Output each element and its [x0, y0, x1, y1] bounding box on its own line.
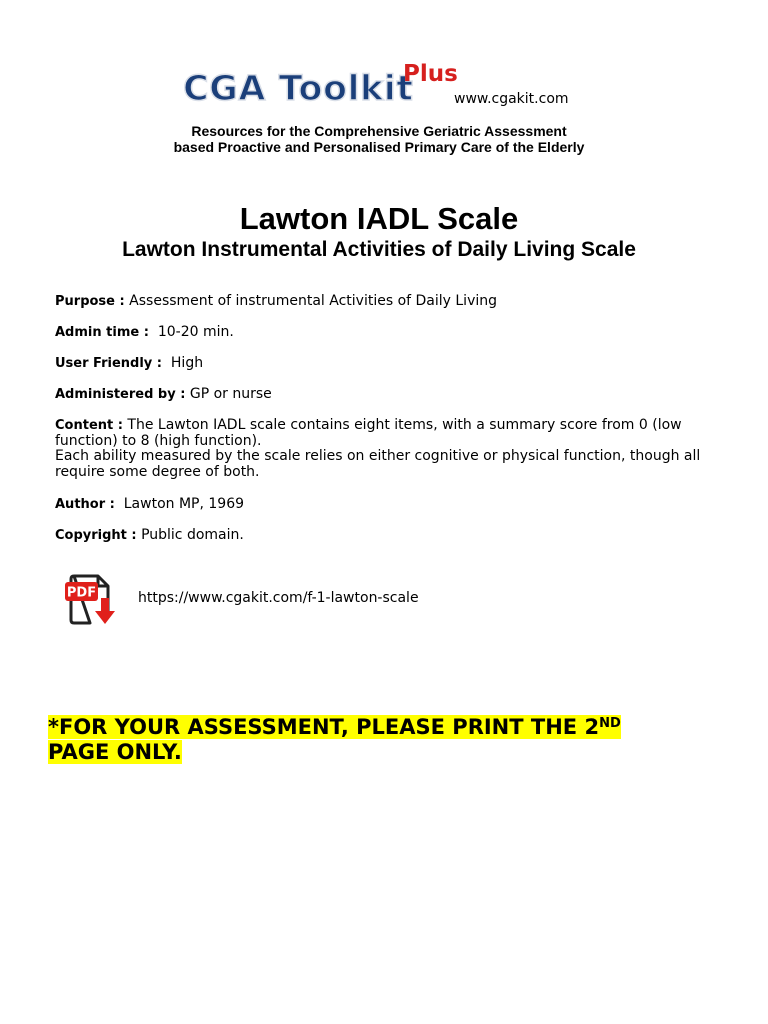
purpose-label: Purpose : — [55, 294, 125, 309]
administered-by-field — [55, 387, 705, 403]
pdf-link[interactable]: https://www.cgakit.com/f-1-lawton-scale — [138, 590, 419, 606]
notice-text: *FOR YOUR ASSESSMENT, PLEASE PRINT THE 2 — [48, 715, 600, 739]
purpose-value: Assessment of instrumental Activities of Daily Living — [124, 293, 498, 309]
content-text-2: Each ability measured by the scale relies on either cognitive or physical function, though all require some degree of both. — [55, 448, 701, 480]
print-notice — [48, 715, 728, 765]
notice-superscript: ND — [599, 716, 621, 731]
user-friendly-label: User Friendly : — [55, 356, 162, 371]
cga-toolkit-logo — [183, 61, 583, 114]
logo-wordmark: CGA Toolkit — [183, 69, 414, 109]
admin-time-value: 10-20 min. — [148, 324, 234, 340]
content-text-1: The Lawton IADL scale contains eight items, with a summary score from 0 (low function) to 8 (high function). — [55, 417, 682, 449]
administered-by-label: Administered by : — [55, 387, 186, 402]
author-label: Author : — [55, 497, 115, 512]
pdf-download-icon[interactable] — [64, 573, 122, 627]
pdf-icon-text: PDF — [66, 585, 97, 601]
admin-time-field — [55, 325, 705, 341]
user-friendly-field — [55, 356, 705, 372]
logo-plus: Plus — [403, 61, 458, 87]
content-field — [55, 418, 705, 480]
tagline-line-2: based Proactive and Personalised Primary Care of the Elderly — [173, 139, 585, 155]
tagline-line-1: Resources for the Comprehensive Geriatric Assessment — [191, 123, 567, 139]
author-field — [55, 497, 705, 513]
copyright-field — [55, 528, 705, 544]
administered-by-value: GP or nurse — [185, 386, 272, 402]
copyright-label: Copyright : — [55, 528, 137, 543]
notice-highlight — [48, 715, 621, 739]
page-subtitle: Lawton Instrumental Activities of Daily Living Scale — [122, 238, 636, 261]
purpose-field — [55, 294, 705, 310]
author-value: Lawton MP, 1969 — [114, 496, 245, 512]
notice-highlight-2 — [48, 740, 182, 764]
user-friendly-value: High — [162, 355, 204, 371]
logo-url: www.cgakit.com — [454, 91, 569, 107]
notice-text-2: PAGE ONLY. — [48, 740, 182, 764]
content-label: Content : — [55, 418, 123, 433]
admin-time-label: Admin time : — [55, 325, 149, 340]
page-title: Lawton IADL Scale — [239, 201, 519, 236]
copyright-value: Public domain. — [136, 527, 244, 543]
